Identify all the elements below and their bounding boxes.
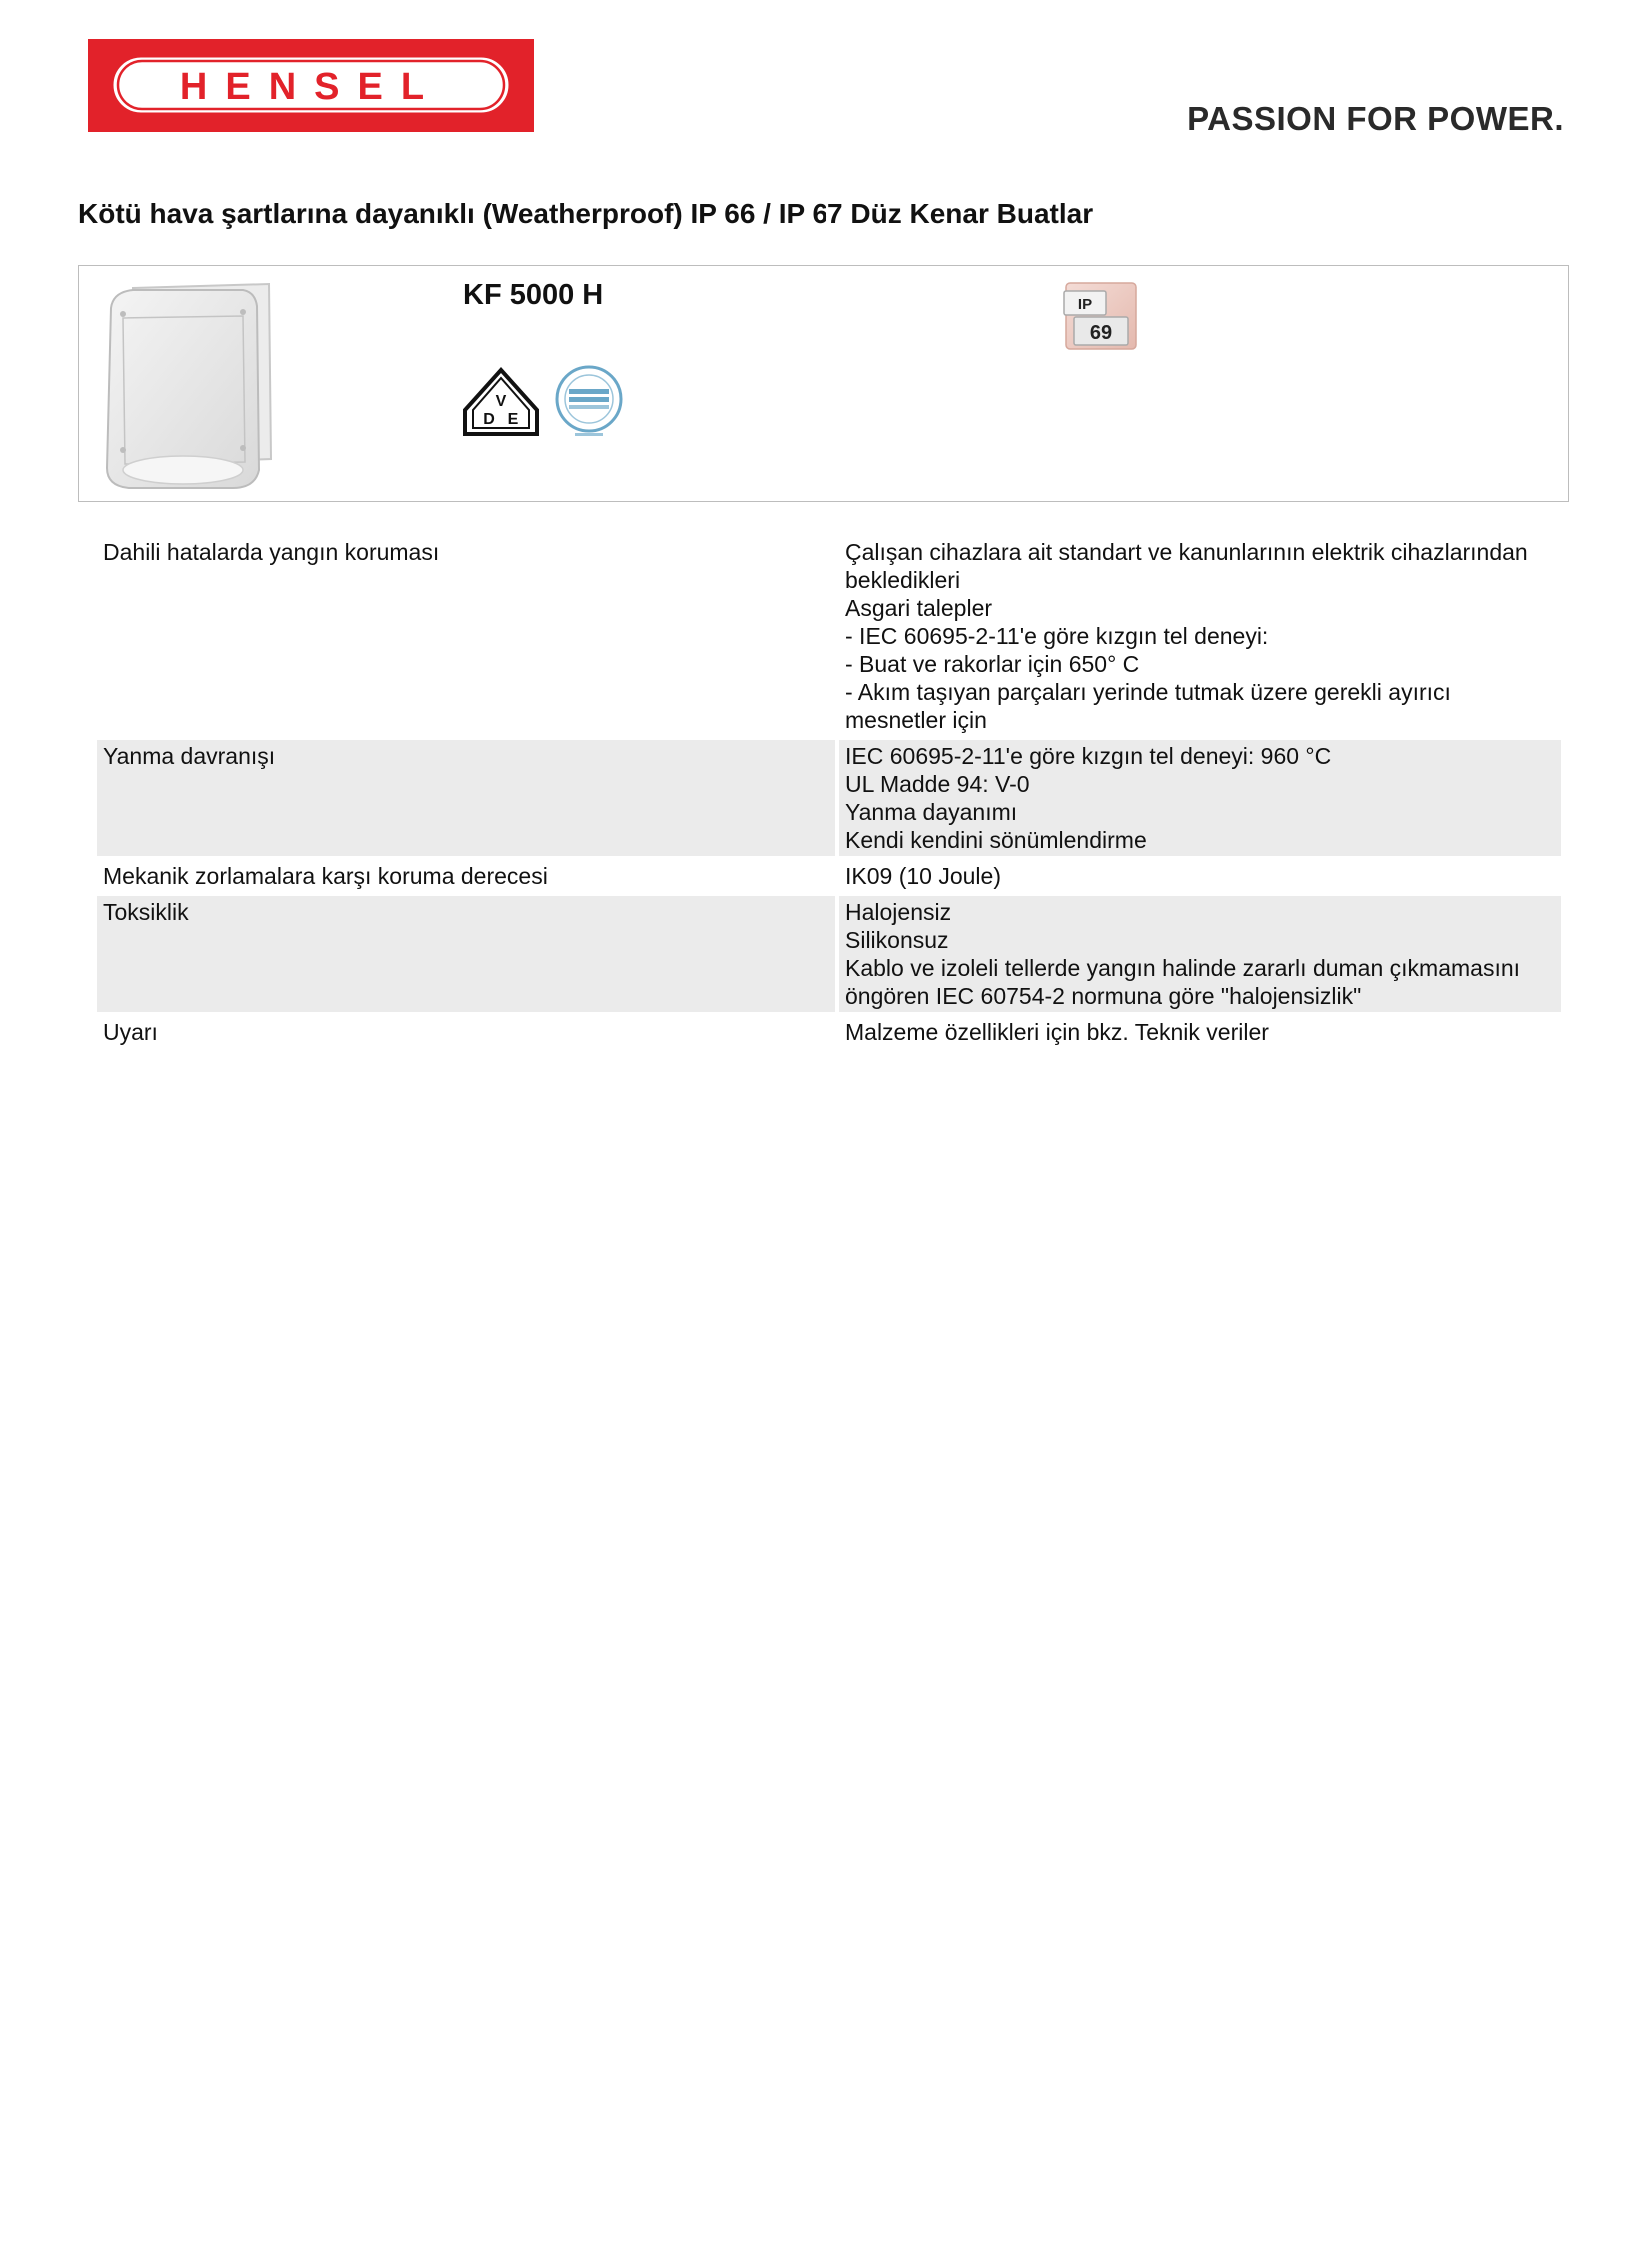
page-title: Kötü hava şartlarına dayanıklı (Weatherproof) IP 66 / IP 67 Düz Kenar Buatlar [78,198,1094,229]
table-row [97,860,1561,892]
logo-wordmark: HENSEL [179,66,443,108]
ip-label: IP [1077,296,1093,313]
spec-value: Çalışan cihazlara ait standart ve kanunlarının elektrik cihazlarından bekledikleri Asgari talepler - IEC 60695-2-11'e göre kızgın tel deneyi: - Buat ve rakorlar için 650° C - Akım taşıyan parçaları yerinde tutmak üzere gerekli ayırıcı mesnetler için [845,539,1528,733]
table-row [97,896,1561,1012]
spec-value: Malzeme özellikleri için bkz. Teknik veriler [845,1019,1269,1045]
svg-text:D: D [483,411,495,428]
spec-label: Toksiklik [97,896,835,1012]
spec-label: Mekanik zorlamalara karşı koruma derecesi [103,863,548,889]
vde-icon [461,366,541,438]
certification-seal-icon [553,363,625,441]
specs-table [93,532,1565,1052]
ip-value: 69 [1089,322,1113,344]
spec-value: IK09 (10 Joule) [845,863,1001,889]
product-image [93,274,273,494]
svg-text:V: V [495,393,507,410]
table-row [97,1016,1561,1048]
svg-text:E: E [507,411,519,428]
product-code: KF 5000 H [463,279,604,311]
ip-rating-badge [1062,281,1142,353]
table-row [97,536,1561,736]
spec-value: IEC 60695-2-11'e göre kızgın tel deneyi: 960 °C UL Madde 94: V-0 Yanma dayanımı Kendi kendini sönümlendirme [839,740,1561,856]
spec-label: Dahili hatalarda yangın koruması [103,539,440,565]
product-header [78,265,1569,502]
hensel-logo [88,39,534,132]
spec-label: Uyarı [103,1019,158,1045]
tagline: PASSION FOR POWER. [1187,100,1564,137]
spec-label: Yanma davranışı [97,740,835,856]
table-row [97,740,1561,856]
spec-value: Halojensiz Silikonsuz Kablo ve izoleli tellerde yangın halinde zararlı duman çıkmamasını öngören IEC 60754-2 normuna göre "halojensizlik" [839,896,1561,1012]
